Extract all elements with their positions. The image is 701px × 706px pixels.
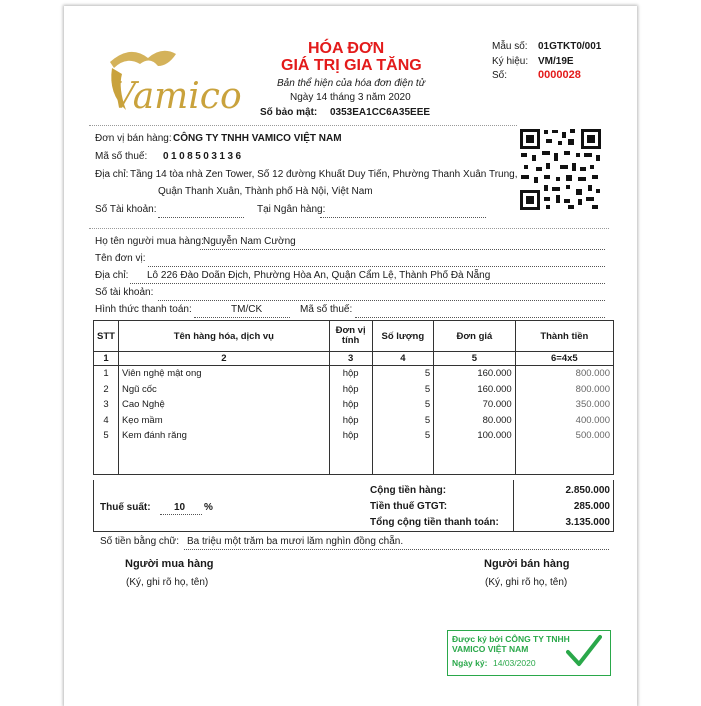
vat-amount-value: 285.000: [573, 501, 610, 512]
signed-by-line1: Được ký bởi CÔNG TY TNHH: [452, 634, 570, 644]
invoice-title: HÓA ĐƠN: [308, 40, 385, 57]
payment-method: TM/CK: [231, 304, 263, 315]
seller-account-label: Số Tài khoản:: [95, 204, 157, 215]
column-number-row: [94, 352, 614, 366]
amount-in-words-line: [184, 549, 609, 550]
row-amount: 350.000: [515, 397, 613, 413]
invoice-date: Ngày 14 tháng 3 năm 2020: [290, 92, 411, 103]
buyer-person-line: [200, 249, 605, 250]
table-row: [94, 428, 614, 444]
seller-name-label: Đơn vị bán hàng:: [95, 133, 172, 144]
buyer-address: Lô 226 Đào Doãn Địch, Phường Hòa An, Quận Cẩm Lệ, Thành Phố Đà Nẵng: [147, 270, 491, 281]
invoice-subtitle-vat: GIÁ TRỊ GIA TĂNG: [281, 57, 422, 74]
buyer-signature-note: (Ký, ghi rõ họ, tên): [126, 577, 209, 588]
row-price: 70.000: [434, 397, 516, 413]
col-number: 6=4x5: [515, 352, 613, 366]
electronic-copy-note: Bản thể hiện của hóa đơn điện tử: [277, 78, 426, 89]
seller-account-line: [158, 217, 244, 218]
seller-divider: [89, 228, 609, 229]
row-qty: 5: [372, 366, 434, 382]
seller-bank-line: [320, 217, 486, 218]
table-row: [94, 382, 614, 398]
buyer-signature-title: Người mua hàng: [125, 558, 214, 570]
sign-date-label: Ngày ký:: [452, 658, 488, 668]
logo-wordmark: Vamico: [110, 76, 242, 117]
col-number: 1: [94, 352, 119, 366]
seller-address-label: Địa chỉ:: [95, 169, 129, 180]
buyer-unit-label: Tên đơn vị:: [95, 253, 146, 264]
grand-total-value: 3.135.000: [565, 517, 610, 528]
security-label: Số bảo mật:: [260, 107, 318, 118]
row-stt: 3: [94, 397, 119, 413]
form-value: 01GTKT0/001: [538, 41, 602, 52]
col-header-unit: Đơn vị tính: [329, 321, 372, 352]
col-header-stt: STT: [94, 321, 119, 352]
buyer-account-line: [158, 300, 605, 301]
col-header-item: Tên hàng hóa, dịch vụ: [118, 321, 329, 352]
seller-tax-code: 0108503136: [163, 151, 244, 162]
sign-date: 14/03/2020: [493, 658, 536, 668]
seller-signature-note: (Ký, ghi rõ họ, tên): [485, 577, 568, 588]
col-number: 2: [118, 352, 329, 366]
grand-total-label: Tổng cộng tiền thanh toán:: [370, 517, 499, 528]
items-table: [93, 320, 614, 475]
row-qty: 5: [372, 428, 434, 444]
subtotal-value: 2.850.000: [565, 485, 610, 496]
buyer-person: Nguyễn Nam Cường: [203, 236, 296, 247]
row-amount: 800.000: [515, 382, 613, 398]
row-qty: 5: [372, 382, 434, 398]
row-unit: hộp: [329, 428, 372, 444]
buyer-address-line: [130, 283, 605, 284]
seller-bank-label: Tại Ngân hàng:: [257, 204, 326, 215]
row-price: 100.000: [434, 428, 516, 444]
table-header-row: [94, 321, 614, 352]
vat-rate-line: [160, 514, 202, 515]
row-qty: 5: [372, 413, 434, 429]
seller-tax-label: Mã số thuế:: [95, 151, 148, 162]
row-amount: 800.000: [515, 366, 613, 382]
vat-rate: 10: [174, 502, 186, 513]
row-amount: 400.000: [515, 413, 613, 429]
row-item-name: Cao Nghệ: [118, 397, 329, 413]
table-filler-row: [94, 444, 614, 475]
payment-method-line: [194, 317, 290, 318]
col-header-price: Đơn giá: [434, 321, 516, 352]
row-item-name: Viên nghệ mật ong: [118, 366, 329, 382]
invoice-number: 0000028: [538, 69, 581, 81]
row-price: 160.000: [434, 382, 516, 398]
row-amount: 500.000: [515, 428, 613, 444]
amount-in-words: Ba triệu một trăm ba mươi lăm nghìn đồng chẵn.: [187, 536, 404, 547]
table-row: [94, 397, 614, 413]
row-stt: 2: [94, 382, 119, 398]
buyer-account-label: Số tài khoản:: [95, 287, 154, 298]
subtotal-label: Cộng tiền hàng:: [370, 485, 447, 496]
row-stt: 1: [94, 366, 119, 382]
row-item-name: Kem đánh răng: [118, 428, 329, 444]
row-unit: hộp: [329, 397, 372, 413]
seller-address-line2: Quận Thanh Xuân, Thành phố Hà Nội, Việt Nam: [158, 186, 373, 197]
vat-percent: %: [204, 502, 213, 513]
col-header-qty: Số lượng: [372, 321, 434, 352]
vat-rate-label: Thuế suất:: [100, 502, 151, 513]
row-unit: hộp: [329, 382, 372, 398]
row-stt: 5: [94, 428, 119, 444]
row-price: 160.000: [434, 366, 516, 382]
buyer-address-label: Địa chỉ:: [95, 270, 129, 281]
symbol-label: Ký hiệu:: [492, 56, 529, 67]
amount-in-words-label: Số tiền bằng chữ:: [100, 536, 179, 547]
col-header-amount: Thành tiền: [515, 321, 613, 352]
symbol-value: VM/19E: [538, 56, 574, 67]
col-number: 3: [329, 352, 372, 366]
buyer-tax-label: Mã số thuế:: [300, 304, 353, 315]
row-item-name: Kẹo mầm: [118, 413, 329, 429]
vat-amount-label: Tiền thuế GTGT:: [370, 501, 448, 512]
security-code: 0353EA1CC6A35EEE: [330, 107, 431, 118]
payment-method-label: Hình thức thanh toán:: [95, 304, 192, 315]
col-number: 5: [434, 352, 516, 366]
buyer-unit-line: [148, 266, 605, 267]
buyer-tax-line: [355, 317, 605, 318]
invoice-page: [64, 6, 637, 706]
header-divider: [89, 125, 517, 126]
seller-name: CÔNG TY TNHH VAMICO VIỆT NAM: [173, 133, 342, 144]
row-qty: 5: [372, 397, 434, 413]
checkmark-icon: [566, 634, 602, 673]
signed-by-line2: VAMICO VIỆT NAM: [452, 644, 529, 654]
seller-address-line1: Tầng 14 tòa nhà Zen Tower, Số 12 đường Khuất Duy Tiến, Phường Thanh Xuân Trung,: [130, 169, 518, 180]
row-stt: 4: [94, 413, 119, 429]
table-row: [94, 366, 614, 382]
qr-code: [518, 127, 603, 212]
form-label: Mẫu số:: [492, 41, 528, 52]
row-unit: hộp: [329, 366, 372, 382]
col-number: 4: [372, 352, 434, 366]
seller-signature-title: Người bán hàng: [484, 558, 570, 570]
table-row: [94, 413, 614, 429]
buyer-person-label: Họ tên người mua hàng:: [95, 236, 204, 247]
row-unit: hộp: [329, 413, 372, 429]
number-label: Số:: [492, 70, 508, 81]
totals-box: [93, 480, 614, 532]
row-price: 80.000: [434, 413, 516, 429]
totals-divider: [513, 480, 514, 531]
row-item-name: Ngũ cốc: [118, 382, 329, 398]
